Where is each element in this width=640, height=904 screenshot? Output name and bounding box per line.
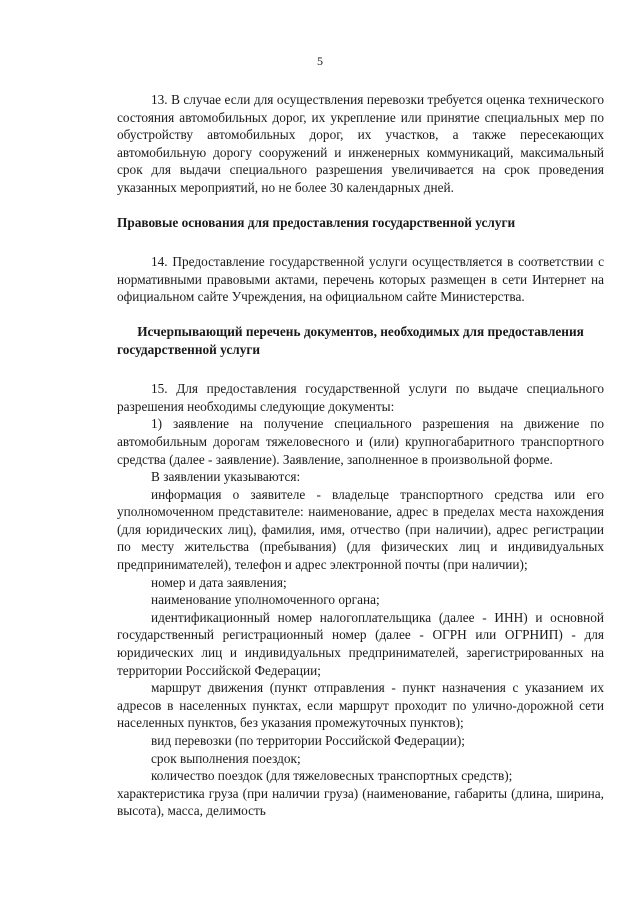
list-item: информация о заявителе - владельце транспортного средства или его уполномоченном представителе: наименование, адрес в пределах места нахождения (для юридических лиц), фамилия, имя, отчество (при наличии), адрес регистрации по месту жительства (пребывания) (для физических лиц и индивидуальных предпринимателей), телефон и адрес электронной почты (при наличии); xyxy=(117,486,604,573)
list-item: количество поездок (для тяжеловесных транспортных средств); xyxy=(151,768,513,784)
list-item: вид перевозки (по территории Российской Федерации); xyxy=(151,733,465,748)
paragraph-15-item-1: 1) заявление на получение специального разрешения на движение по автомобильным дорогам тяжеловесного и (или) крупногабаритного транспортного средства (далее - заявление). Заявление, заполненное в произвольной форме. xyxy=(117,416,604,467)
document-body xyxy=(117,91,604,820)
list-item: срок выполнения поездок; xyxy=(151,750,301,766)
paragraph-13: 13. В случае если для осуществления перевозки требуется оценка технического состояния автомобильных дорог, их укрепление или принятие специальных мер по обустройству автомобильных дорог, их участков, а также пересекающих автомобильную дорогу сооружений и инженерных коммуникаций, максимальный срок для выдачи специального разрешения увеличивается на срок проведения указанных мероприятий, но не более 30 календарных дней. xyxy=(117,92,604,195)
application-contents-intro: В заявлении указываются: xyxy=(151,469,301,485)
list-item: номер и дата заявления; xyxy=(151,574,287,590)
paragraph-15: 15. Для предоставления государственной услуги по выдаче специального разрешения необходимы следующие документы: xyxy=(117,381,604,414)
list-item: идентификационный номер налогоплательщика (далее - ИНН) и основной государственный регистрационный номер (далее - ОГРН или ОГРНИП) - для юридических лиц и индивидуальных предпринимателей, зарегистрированных на территории Российской Федерации; xyxy=(117,609,604,678)
list-item-cargo-characteristics: характеристика груза (при наличии груза) (наименование, габариты (длина, ширина, высота), масса, делимость xyxy=(117,785,604,819)
list-item: маршрут движения (пункт отправления - пункт назначения с указанием их адресов в населенных пунктах, если маршрут проходит по улично-дорожной сети населенных пунктов, без указания промежуточных пунктов); xyxy=(117,680,604,731)
paragraph-14: 14. Предоставление государственной услуги осуществляется в соответствии с нормативными правовыми актами, перечень которых размещен в сети Интернет на официальном сайте Учреждения, на официальном сайте Министерства. xyxy=(117,254,604,305)
section-heading-documents: Исчерпывающий перечень документов, необходимых для предоставления государственной услуги xyxy=(117,323,584,357)
page-number: 5 xyxy=(317,54,323,68)
list-item: наименование уполномоченного органа; xyxy=(151,592,380,608)
section-heading-legal-basis: Правовые основания для предоставления государственной услуги xyxy=(117,214,516,230)
